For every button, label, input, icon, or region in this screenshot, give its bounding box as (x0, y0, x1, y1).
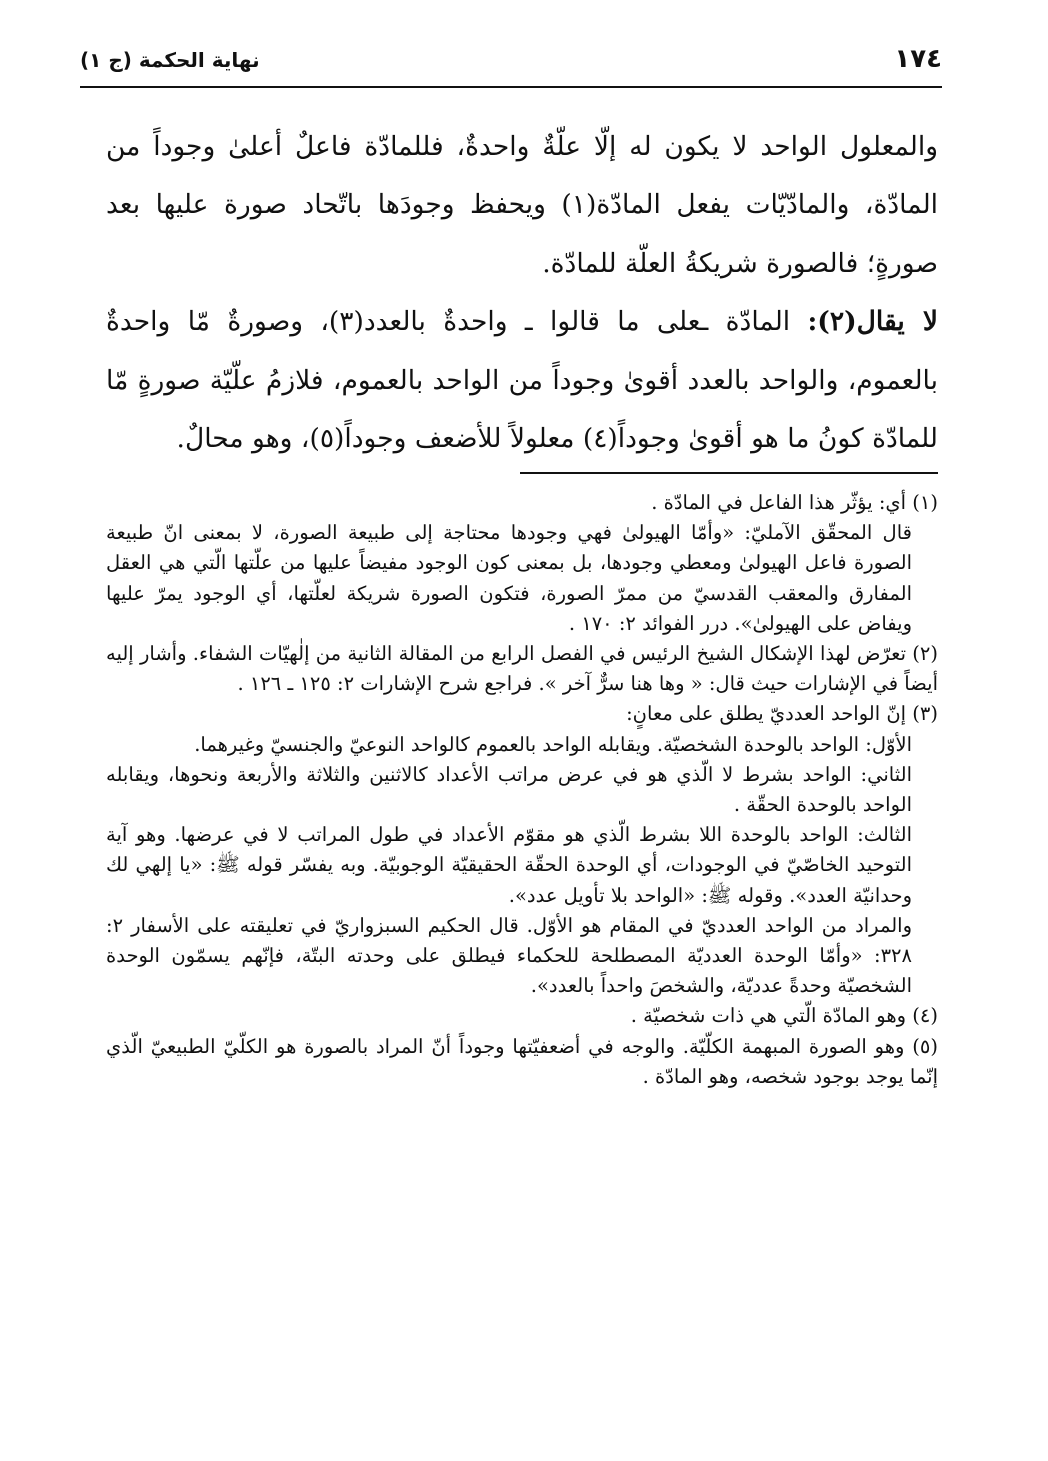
footnote-3-meaning-2: الثاني: الواحد بشرط لا الّذي هو في عرض مراتب الأعداد كالاثنين والثلاثة والأربعة ونحوها، ويقابله الواحد بالوحدة الحقّة . (106, 762, 912, 817)
footnote-3: (٣) إنّ الواحد العدديّ يطلق على معانٍ: (626, 702, 938, 726)
footnote-4: (٤) وهو المادّة الّتي هي ذات شخصيّة . (630, 1004, 938, 1028)
footnote-5: (٥) وهو الصورة المبهمة الكلّيّة. والوجه في أضعفيّتها وجوداً أنّ المراد بالصورة هو الكلّيّ الطبيعيّ الّذي إنّما يوجد بوجود شخصه، وهو المادّة . (106, 1034, 938, 1088)
footnote-3-intended: والمراد من الواحد العدديّ في المقام هو الأوّل. قال الحكيم السبزواريّ في تعليقته على الأسفار ٢: ٣٢٨: «وأمّا الوحدة العدديّة المصطلحة للحكماء فيطلق على وحدته البتّة، فإنّهم يسمّون الوحدة الشخصيّة وحدةً عدديّة، والشخصَ واحداً بالعدد». (106, 913, 912, 998)
page-header (80, 44, 942, 84)
footnotes (106, 488, 938, 1092)
header-divider (80, 86, 942, 88)
footnote-3-meaning-1: الأوّل: الواحد بالوحدة الشخصيّة. ويقابله الواحد بالعموم كالواحد النوعيّ والجنسيّ وغيرهما. (194, 732, 912, 756)
running-title: نهاية الحكمة (ج ١) (80, 48, 260, 72)
main-text (106, 118, 938, 468)
objection-lead: لا يقال(٢): (807, 306, 938, 338)
footnote-divider (520, 472, 938, 474)
page-number: ١٧٤ (894, 44, 942, 74)
main-paragraph: والمعلول الواحد لا يكون له إلّا علّةٌ واحدةٌ، فللمادّة فاعلٌ أعلىٰ وجوداً من المادّة، والمادّيّات يفعل المادّة(١) ويحفظ وجودَها باتّحاد صورة عليها بعد صورةٍ؛ فالصورة شريكةُ العلّة للمادّة. (106, 131, 939, 279)
footnote-2: (٢) تعرّض لهذا الإشكال الشيخ الرئيس في الفصل الرابع من المقالة الثانية من إلٰهيّات الشفاء. وأشار إليه أيضاً في الإشارات حيث قال: « وها هنا سرٌّ آخر ». فراجع شرح الإشارات ٢: ١٢٥ ـ ١٢٦ . (106, 642, 938, 696)
footnote-1: (١) أي: يؤثّر هذا الفاعل في المادّة . (651, 491, 938, 514)
main-paragraph (106, 293, 938, 468)
footnote-1-quote: قال المحقّق الآمليّ: «وأمّا الهيولىٰ فهي وجودها محتاجة إلى طبيعة الصورة، لا بمعنى انّ طبيعة الصورة فاعل الهيولىٰ ومعطي وجودها، بل بمعنى كون الوجود مفيضاً عليها من علّتها الّتي هي العقل المفارق والمعقب القدسيّ من ممرّ الصورة، فتكون الصورة شريكة لعلّتها، أي الوجود يمرّ عليها ويفاض على الهيولىٰ». درر الفوائد ٢: ١٧٠ . (106, 521, 912, 635)
footnote-3-meaning-3: الثالث: الواحد بالوحدة اللا بشرط الّذي هو مقوّم الأعداد في طول المراتب لا في عرضها. وهو آية التوحيد الخاصّيّ في الوجودات، أي الوحدة الحقّة الحقيقيّة الوجوبيّة. وبه يفسّر قوله ﷺ: «يا إلهي لك وحدانيّة العدد». وقوله ﷺ: «الواحد بلا تأويل عدد». (106, 823, 912, 907)
objection-text: المادّة ـعلى ما قالوا ـ واحدةٌ بالعدد(٣)، وصورةٌ مّا واحدةٌ بالعموم، والواحد بالعدد أقوىٰ وجوداً من الواحد بالعموم، فلازمُ علّيّة صورةٍ مّا للمادّة كونُ ما هو أقوىٰ وجوداً(٤) معلولاً للأضعف وجوداً(٥)، وهو محالٌ. (106, 306, 938, 455)
